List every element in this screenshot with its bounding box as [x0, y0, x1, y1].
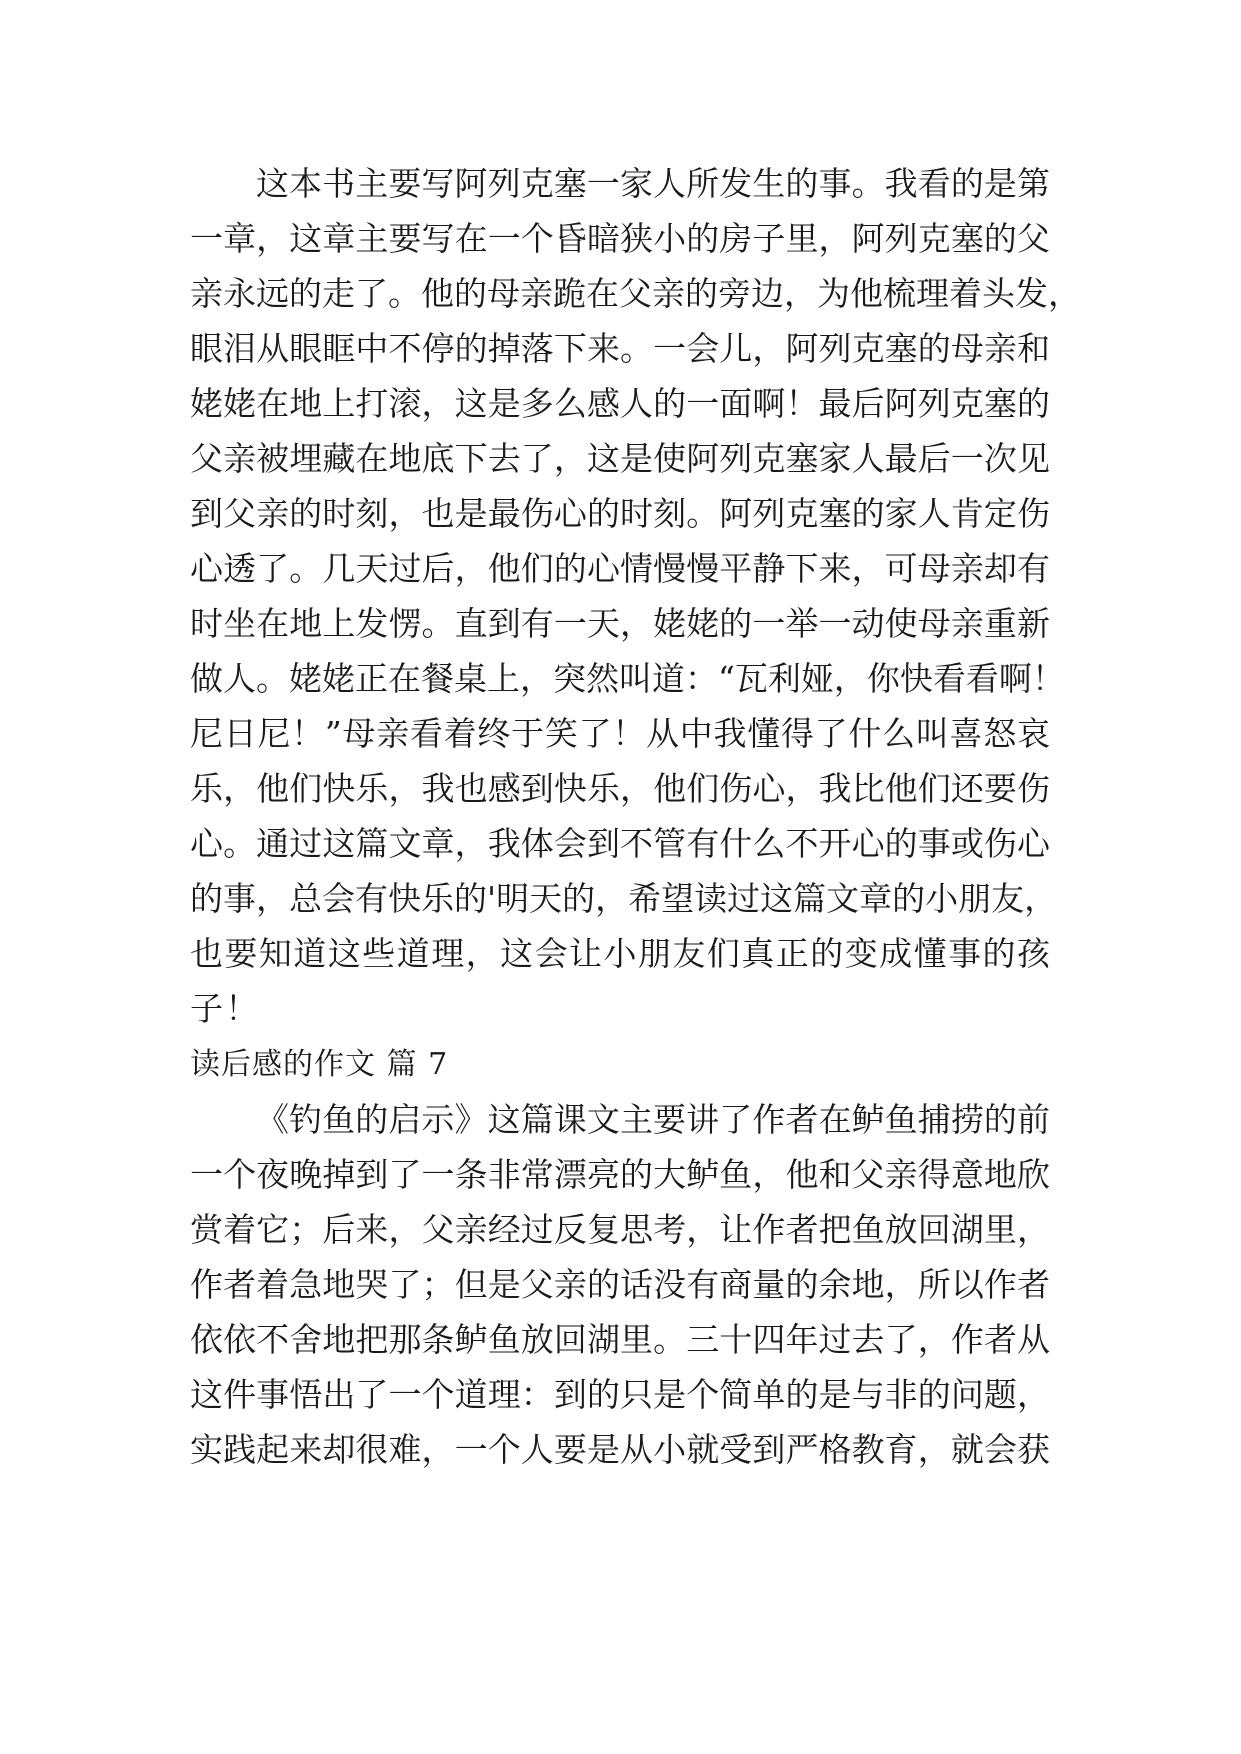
paragraph-line: 姥姥在地上打滚，这是多么感人的一面啊！最后阿列克塞的 — [190, 384, 1050, 423]
paragraph-line: 的事，总会有快乐的'明天的，希望读过这篇文章的小朋友， — [190, 879, 1058, 918]
paragraph-line: 一个夜晚掉到了一条非常漂亮的大鲈鱼，他和父亲得意地欣 — [190, 1155, 1050, 1194]
paragraph-line: 心。通过这篇文章，我体会到不管有什么不开心的事或伤心 — [190, 824, 1050, 863]
paragraph-line: 实践起来却很难，一个人要是从小就受到严格教育，就会获 — [190, 1430, 1050, 1469]
paragraph-line: 这本书主要写阿列克塞一家人所发生的事。我看的是第 — [256, 164, 1050, 203]
paragraph-line: 乐，他们快乐，我也感到快乐，他们伤心，我比他们还要伤 — [190, 769, 1050, 808]
paragraph-line: 父亲被埋藏在地底下去了，这是使阿列克塞家人最后一次见 — [190, 439, 1050, 478]
paragraph-line: 尼日尼！”母亲看着终于笑了！从中我懂得了什么叫喜怒哀 — [190, 714, 1050, 753]
paragraph-line: 眼泪从眼眶中不停的掉落下来。一会儿，阿列克塞的母亲和 — [190, 329, 1050, 368]
paragraph-line: 时坐在地上发愣。直到有一天，姥姥的一举一动使母亲重新 — [190, 604, 1050, 643]
section-heading: 读后感的作文 篇 7 — [190, 1047, 449, 1082]
paragraph-line: 《钓鱼的启示》这篇课文主要讲了作者在鲈鱼捕捞的前 — [256, 1100, 1050, 1139]
paragraph-line: 做人。姥姥正在餐桌上，突然叫道：“瓦利娅，你快看看啊！ — [190, 659, 1065, 698]
paragraph-line: 心透了。几天过后，他们的心情慢慢平静下来，可母亲却有 — [190, 549, 1050, 588]
paragraph-line: 亲永远的走了。他的母亲跪在父亲的旁边，为他梳理着头发， — [190, 274, 1081, 313]
paragraph-line: 也要知道这些道理，这会让小朋友们真正的变成懂事的孩 — [190, 934, 1050, 973]
paragraph-line: 赏着它；后来，父亲经过反复思考，让作者把鱼放回湖里， — [190, 1210, 1050, 1249]
paragraph-line: 这件事悟出了一个道理：到的只是个简单的是与非的问题， — [190, 1375, 1050, 1414]
paragraph-line: 依依不舍地把那条鲈鱼放回湖里。三十四年过去了，作者从 — [190, 1320, 1050, 1359]
paragraph-line: 作者着急地哭了；但是父亲的话没有商量的余地，所以作者 — [190, 1265, 1050, 1304]
paragraph-line: 一章，这章主要写在一个昏暗狭小的房子里，阿列克塞的父 — [190, 219, 1050, 258]
paragraph-line: 子！ — [190, 989, 261, 1028]
paragraph-line: 到父亲的时刻，也是最伤心的时刻。阿列克塞的家人肯定伤 — [190, 494, 1050, 533]
